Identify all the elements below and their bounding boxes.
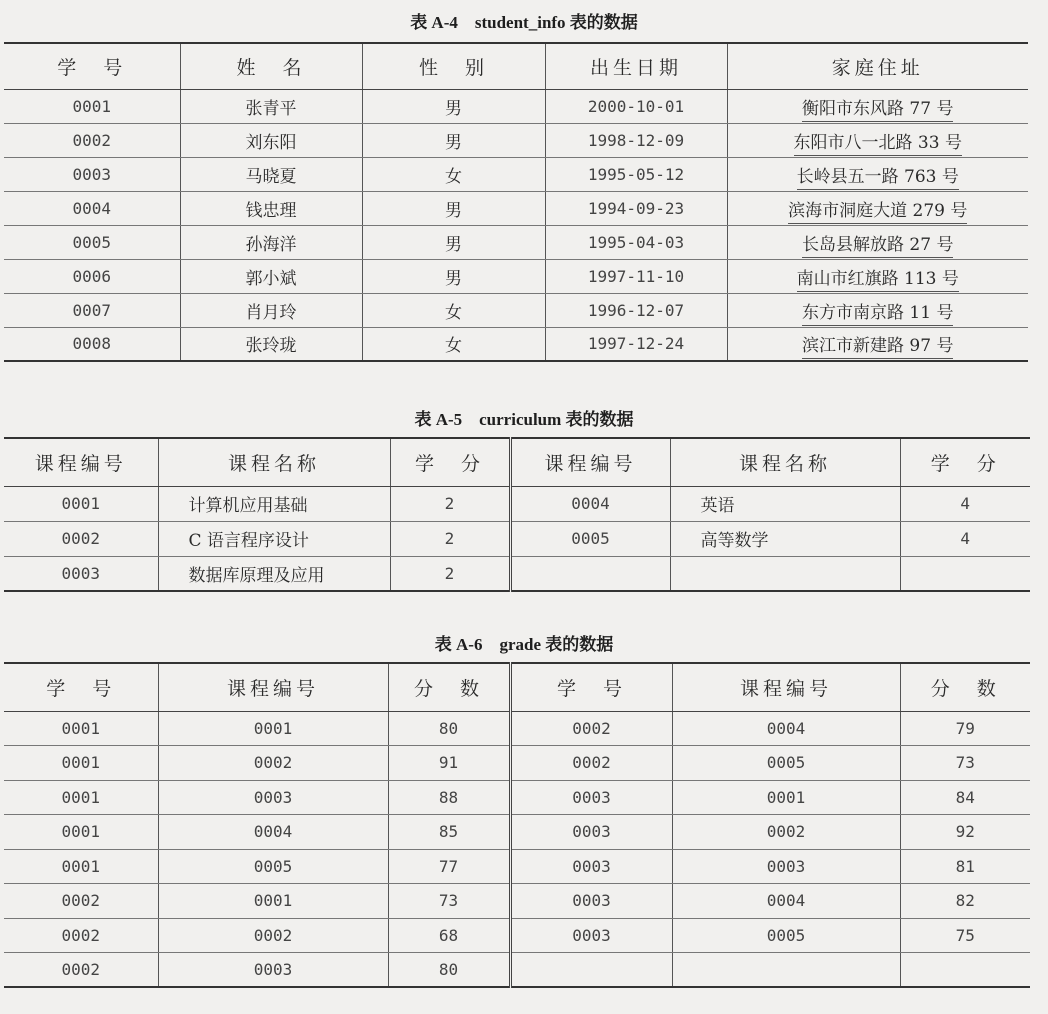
column-header: 学 分 <box>900 438 1030 486</box>
column-header: 课程名称 <box>158 438 390 486</box>
table-cell: 84 <box>900 780 1030 815</box>
table-cell: 88 <box>388 780 510 815</box>
table-row <box>4 780 1030 815</box>
table-cell: 1995-04-03 <box>545 225 727 259</box>
table-cell: 81 <box>900 849 1030 884</box>
table-cell: 0002 <box>61 960 101 979</box>
table-cell: 0003 <box>510 918 672 953</box>
table-cell: 75 <box>900 918 1030 953</box>
table-cell: 女 <box>362 293 545 327</box>
table-cell: 0001 <box>4 89 180 123</box>
table-cell: 91 <box>388 746 510 781</box>
table-cell: 钱忠理 <box>180 191 362 225</box>
table-cell: 1996-12-07 <box>545 293 727 327</box>
table-row <box>4 486 1030 521</box>
column-header: 课程编号 <box>4 438 158 486</box>
table-cell: 2 <box>390 486 510 521</box>
table-cell: 4 <box>900 521 1030 556</box>
table-cell: 0003 <box>510 815 672 850</box>
table-cell: 男 <box>362 259 545 293</box>
table-cell: 0001 <box>4 780 158 815</box>
table-cell: 0003 <box>158 780 388 815</box>
student-info-table <box>4 42 1028 362</box>
table-row <box>4 89 1028 123</box>
table-cell: 张玲珑 <box>180 327 362 361</box>
table-cell: 0001 <box>4 746 158 781</box>
curriculum-table <box>4 437 1030 592</box>
table-cell: 男 <box>362 225 545 259</box>
column-header: 课程编号 <box>672 663 900 711</box>
column-header: 课程编号 <box>510 438 670 486</box>
table-cell: 0003 <box>158 953 388 988</box>
table-cell: 1997-11-10 <box>545 259 727 293</box>
table-a4-caption: 表 A-4 student_info 表的数据 <box>410 13 638 32</box>
table-cell: 0005 <box>672 918 900 953</box>
table-row <box>4 711 1030 746</box>
column-header: 分 数 <box>388 663 510 711</box>
table-cell: 0002 <box>158 746 388 781</box>
header-row <box>4 43 1028 89</box>
table-row <box>4 556 1030 591</box>
table-cell: 0005 <box>158 849 388 884</box>
address-text: 滨江市新建路 97 号 <box>802 336 953 359</box>
table-cell: 0002 <box>4 884 158 919</box>
table-cell <box>727 293 1028 327</box>
column-header: 性 别 <box>362 43 545 89</box>
table-cell: 0003 <box>61 563 101 583</box>
table-a6-caption: 表 A-6 grade 表的数据 <box>434 635 614 654</box>
table-row <box>4 884 1030 919</box>
table-cell <box>510 556 670 591</box>
table-cell: 0004 <box>672 884 900 919</box>
address-text: 东阳市八一北路 33 号 <box>794 133 962 156</box>
table-cell: 0002 <box>4 521 158 556</box>
table-row <box>4 191 1028 225</box>
table-cell: 0002 <box>510 746 672 781</box>
table-cell <box>727 89 1028 123</box>
table-cell: 0004 <box>158 815 388 850</box>
table-cell <box>727 157 1028 191</box>
table-cell: 79 <box>900 711 1030 746</box>
column-header: 学 分 <box>390 438 510 486</box>
address-text: 长岭县五一路 763 号 <box>797 167 959 190</box>
table-cell: 0004 <box>4 191 180 225</box>
table-cell: 郭小斌 <box>180 259 362 293</box>
table-cell: 2000-10-01 <box>545 89 727 123</box>
table-cell: 男 <box>362 89 545 123</box>
table-a5-caption: 表 A-5 curriculum 表的数据 <box>414 410 634 429</box>
table-cell: 0002 <box>672 815 900 850</box>
table-cell: 刘东阳 <box>180 123 362 157</box>
table-cell: 0003 <box>510 780 672 815</box>
table-cell: 肖月玲 <box>180 293 362 327</box>
address-text: 长岛县解放路 27 号 <box>802 235 953 258</box>
table-cell: 0002 <box>4 123 180 157</box>
table-cell: 0007 <box>4 293 180 327</box>
address-text: 滨海市洞庭大道 279 号 <box>788 201 967 224</box>
table-cell: 0001 <box>672 780 900 815</box>
table-cell: 0003 <box>672 849 900 884</box>
table-cell: 73 <box>388 884 510 919</box>
column-header: 学 号 <box>510 663 672 711</box>
table-cell: 1994-09-23 <box>545 191 727 225</box>
table-cell <box>727 327 1028 361</box>
table-row <box>4 123 1028 157</box>
table-cell: C 语言程序设计 <box>158 521 390 556</box>
table-cell: 68 <box>388 918 510 953</box>
table-cell: 0003 <box>510 849 672 884</box>
table-row <box>4 746 1030 781</box>
table-cell <box>900 953 1030 988</box>
table-cell: 计算机应用基础 <box>158 486 390 521</box>
table-cell: 0005 <box>672 746 900 781</box>
table-cell <box>900 556 1030 591</box>
table-row <box>4 815 1030 850</box>
column-header: 课程名称 <box>670 438 900 486</box>
table-cell: 0003 <box>510 884 672 919</box>
header-row <box>4 438 1030 486</box>
table-row <box>4 259 1028 293</box>
table-cell: 英语 <box>670 486 900 521</box>
table-row <box>4 157 1028 191</box>
table-cell: 0001 <box>158 884 388 919</box>
table-cell <box>727 259 1028 293</box>
table-cell: 80 <box>388 711 510 746</box>
table-row <box>4 521 1030 556</box>
table-cell: 女 <box>362 157 545 191</box>
table-cell: 85 <box>388 815 510 850</box>
table-cell: 女 <box>362 327 545 361</box>
table-cell: 0001 <box>4 486 158 521</box>
table-cell: 80 <box>388 953 510 988</box>
table-cell: 0002 <box>4 918 158 953</box>
table-cell: 0005 <box>510 521 670 556</box>
table-cell: 0001 <box>4 711 158 746</box>
table-row <box>4 953 1030 988</box>
table-row <box>4 327 1028 361</box>
table-cell: 男 <box>362 123 545 157</box>
table-cell: 男 <box>362 191 545 225</box>
column-header: 学 号 <box>4 43 180 89</box>
table-cell: 孙海洋 <box>180 225 362 259</box>
column-header: 课程编号 <box>158 663 388 711</box>
column-header: 学 号 <box>4 663 158 711</box>
grade-table <box>4 662 1030 988</box>
table-cell: 0004 <box>510 486 670 521</box>
address-text: 南山市红旗路 113 号 <box>797 269 959 292</box>
table-cell: 2 <box>390 521 510 556</box>
column-header: 家庭住址 <box>727 43 1028 89</box>
table-cell: 0001 <box>158 711 388 746</box>
table-cell: 82 <box>900 884 1030 919</box>
table-cell <box>727 191 1028 225</box>
table-cell: 0003 <box>4 157 180 191</box>
header-row <box>4 663 1030 711</box>
table-cell: 高等数学 <box>670 521 900 556</box>
table-cell <box>670 556 900 591</box>
table-cell: 4 <box>900 486 1030 521</box>
table-cell: 0006 <box>4 259 180 293</box>
table-cell <box>672 953 900 988</box>
table-cell: 73 <box>900 746 1030 781</box>
column-header: 分 数 <box>900 663 1030 711</box>
table-cell <box>727 225 1028 259</box>
table-row <box>4 293 1028 327</box>
table-cell: 张青平 <box>180 89 362 123</box>
table-cell <box>510 953 672 988</box>
table-cell: 0001 <box>4 815 158 850</box>
table-cell: 0004 <box>672 711 900 746</box>
table-cell: 77 <box>388 849 510 884</box>
column-header: 姓 名 <box>180 43 362 89</box>
table-cell: 0008 <box>72 334 112 354</box>
table-cell: 数据库原理及应用 <box>158 556 390 591</box>
table-row <box>4 918 1030 953</box>
address-text: 衡阳市东风路 77 号 <box>802 99 953 122</box>
table-cell: 0001 <box>4 849 158 884</box>
table-cell: 0002 <box>158 918 388 953</box>
table-cell: 1995-05-12 <box>545 157 727 191</box>
table-cell: 0005 <box>4 225 180 259</box>
table-cell: 马晓夏 <box>180 157 362 191</box>
table-cell: 92 <box>900 815 1030 850</box>
table-row <box>4 849 1030 884</box>
table-row <box>4 225 1028 259</box>
table-cell: 1998-12-09 <box>545 123 727 157</box>
column-header: 出生日期 <box>545 43 727 89</box>
table-cell: 0002 <box>510 711 672 746</box>
table-cell <box>727 123 1028 157</box>
address-text: 东方市南京路 11 号 <box>802 303 953 326</box>
table-cell: 1997-12-24 <box>545 327 727 361</box>
table-cell: 2 <box>390 556 510 591</box>
